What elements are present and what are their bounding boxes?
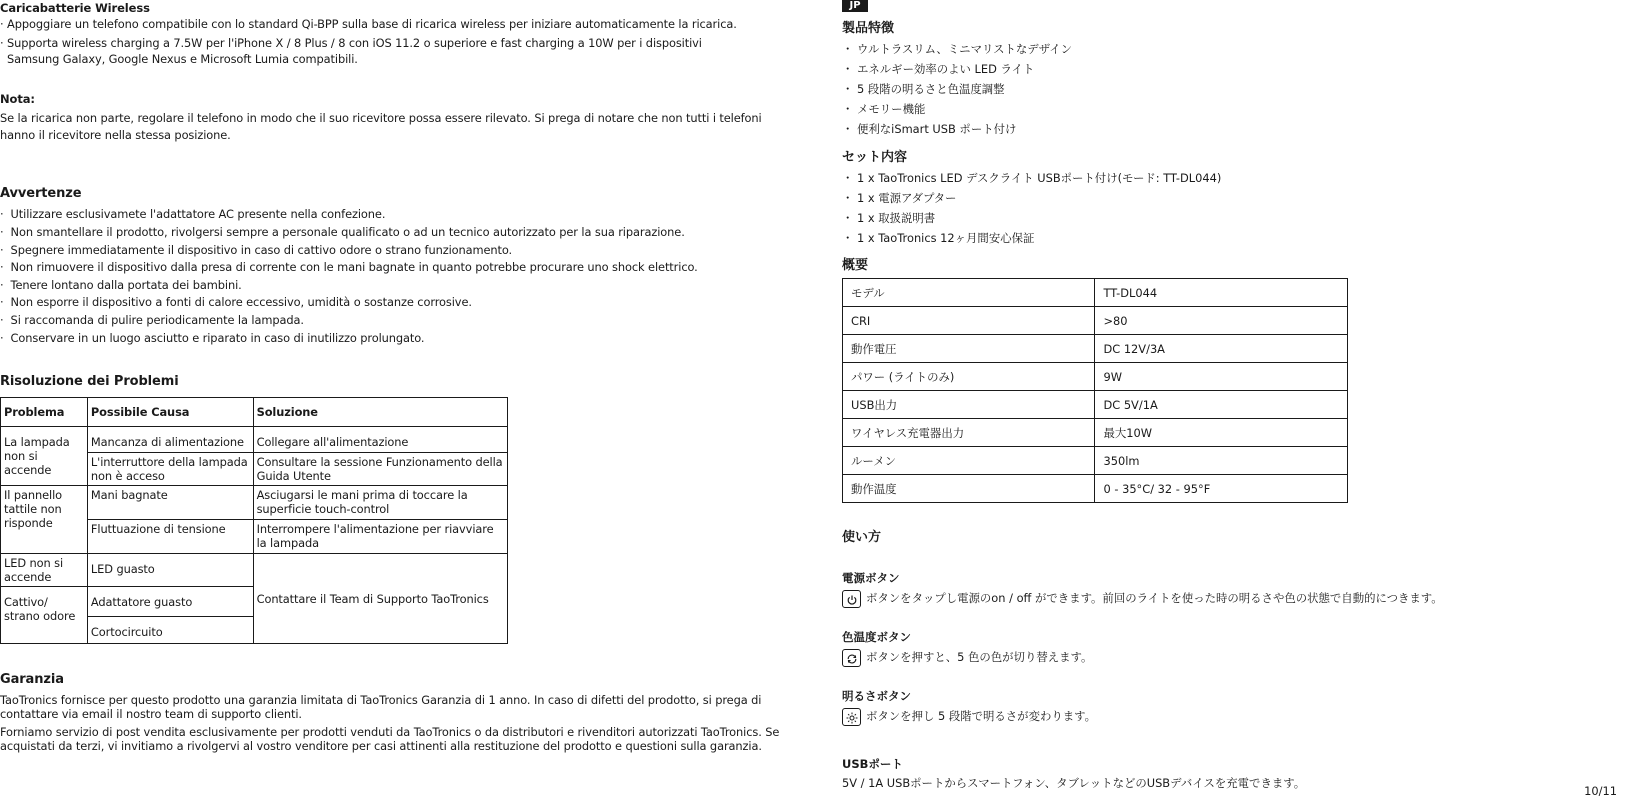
spec-label: ルーメン (843, 447, 1095, 475)
spec-row (843, 391, 1348, 419)
wireless-line-1: · Appoggiare un telefono compatibile con lo standard Qi-BPP sulla base di ricarica wireless per iniziare automaticamente la ricarica. (0, 17, 737, 31)
color-button-title: 色温度ボタン (842, 630, 911, 644)
brightness-button-desc (842, 706, 1096, 726)
page-number: 10/11 (1584, 784, 1617, 798)
color-button-desc (842, 647, 1092, 667)
warning-item: · Tenere lontano dalla portata dei bambini. (0, 278, 242, 292)
usage-title: 使い方 (842, 530, 882, 545)
header-problem: Problema (1, 398, 88, 427)
cause-cell: Fluttuazione di tensione (87, 520, 253, 554)
solution-cell: Consultare la sessione Funzionamento della Guida Utente (253, 453, 507, 486)
spec-value: 0 - 35°C/ 32 - 95°F (1095, 475, 1348, 503)
warning-item: · Non smantellare il prodotto, rivolgersi sempre a personale qualificato o ad un tecnico autorizzato per la sua riparazione. (0, 225, 685, 239)
specs-title: 概要 (842, 258, 869, 273)
spec-row (843, 419, 1348, 447)
warning-item: · Non rimuovere il dispositivo dalla presa di corrente con le mani bagnate in quanto potrebbe procurare uno shock elettrico. (0, 260, 698, 274)
spec-value: 9W (1095, 363, 1348, 391)
power-button-desc (842, 588, 1443, 608)
cause-cell: LED guasto (87, 554, 253, 587)
troubleshooting-table (0, 397, 508, 644)
color-button-text: ボタンを押すと、5 色の色が切り替えます。 (866, 650, 1093, 664)
spec-row (843, 335, 1348, 363)
cause-cell: Mani bagnate (87, 486, 253, 520)
spec-row (843, 363, 1348, 391)
spec-label: ワイヤレス充電器出力 (843, 419, 1095, 447)
warranty-line-2: contattare via email il nostro team di supporto clienti. (0, 707, 302, 721)
brightness-icon (842, 708, 861, 726)
table-row (1, 554, 508, 587)
color-temperature-icon (842, 649, 861, 667)
wireless-line-3: Samsung Galaxy, Google Nexus e Microsoft Lumia compatibili. (0, 52, 358, 66)
wireless-line-2: · Supporta wireless charging a 7.5W per l'iPhone X / 8 Plus / 8 con iOS 11.2 o superiore e fast charging a 10W per i dispositivi (0, 36, 702, 50)
contents-item: ・ 1 x 電源アダプター (842, 191, 957, 205)
table-header-row (1, 398, 508, 427)
spec-label: モデル (843, 279, 1095, 307)
contents-item: ・ 1 x TaoTronics 12ヶ月間安心保証 (842, 231, 1035, 245)
cause-cell: Adattatore guasto (87, 587, 253, 617)
wireless-title: Caricabatterie Wireless (0, 1, 150, 15)
feature-item: ・ ウルトラスリム、ミニマリストなデザイン (842, 42, 1073, 56)
spec-value: >80 (1095, 307, 1348, 335)
spec-value: 350lm (1095, 447, 1348, 475)
warning-item: · Utilizzare esclusivamete l'adattatore AC presente nella confezione. (0, 207, 386, 221)
note-line-2: hanno il ricevitore nella stessa posizione. (0, 128, 231, 142)
warranty-line-1: TaoTronics fornisce per questo prodotto una garanzia limitata di TaoTronics Garanzia di 1 anno. In caso di difetti del prodotto, si prega di (0, 693, 762, 707)
table-row (1, 486, 508, 520)
contents-item: ・ 1 x TaoTronics LED デスクライト USBポート付け(モード: TT-DL044) (842, 171, 1222, 185)
feature-item: ・ 5 段階の明るさと色温度調整 (842, 82, 1005, 96)
troubleshooting-title: Risoluzione dei Problemi (0, 374, 179, 389)
solution-cell: Collegare all'alimentazione (253, 427, 507, 453)
problem-cell: Cattivo/ strano odore (1, 587, 88, 644)
usb-port-title: USBポート (842, 757, 903, 771)
spec-row (843, 307, 1348, 335)
table-row (1, 427, 508, 453)
header-cause: Possibile Causa (87, 398, 253, 427)
spec-value: DC 5V/1A (1095, 391, 1348, 419)
spec-label: USB出力 (843, 391, 1095, 419)
problem-cell: Il pannello tattile non risponde (1, 486, 88, 554)
specs-table (842, 278, 1348, 503)
language-badge: JP (842, 0, 868, 12)
spec-value: TT-DL044 (1095, 279, 1348, 307)
warning-item: · Spegnere immediatamente il dispositivo in caso di cattivo odore o strano funzionamento. (0, 243, 513, 257)
warning-item: · Conservare in un luogo asciutto e riparato in caso di inutilizzo prolungato. (0, 331, 425, 345)
usb-port-text: 5V / 1A USBポートからスマートフォン、タブレットなどのUSBデバイスを充電できます。 (842, 776, 1306, 790)
cause-cell: Cortocircuito (87, 617, 253, 644)
solution-cell: Asciugarsi le mani prima di toccare la superficie touch-control (253, 486, 507, 520)
solution-cell: Contattare il Team di Supporto TaoTronics (253, 554, 507, 644)
feature-item: ・ 便利なiSmart USB ポート付け (842, 122, 1017, 136)
contents-title: セット内容 (842, 150, 908, 165)
power-icon (842, 590, 861, 608)
spec-value: 最大10W (1095, 419, 1348, 447)
feature-item: ・ メモリー機能 (842, 102, 926, 116)
warranty-title: Garanzia (0, 672, 64, 687)
spec-label: 動作温度 (843, 475, 1095, 503)
spec-row (843, 279, 1348, 307)
header-solution: Soluzione (253, 398, 507, 427)
spec-value: DC 12V/3A (1095, 335, 1348, 363)
warning-item: · Non esporre il dispositivo a fonti di calore eccessivo, umidità o sostanze corrosive. (0, 295, 472, 309)
spec-label: 動作電圧 (843, 335, 1095, 363)
power-button-title: 電源ボタン (842, 571, 900, 585)
warnings-title: Avvertenze (0, 186, 82, 201)
warranty-line-3: Forniamo servizio di post vendita esclusivamente per prodotti venduti da TaoTronics o da distributori e rivenditori autorizzati TaoTronics. Se (0, 725, 780, 739)
brightness-button-text: ボタンを押し 5 段階で明るさが変わります。 (866, 709, 1096, 723)
spec-row (843, 447, 1348, 475)
feature-item: ・ エネルギー効率のよい LED ライト (842, 62, 1035, 76)
note-line-1: Se la ricarica non parte, regolare il telefono in modo che il suo ricevitore possa essere rilevato. Si prega di notare che non tutti i telefoni (0, 111, 762, 125)
contents-item: ・ 1 x 取扱説明書 (842, 211, 936, 225)
problem-cell: LED non si accende (1, 554, 88, 587)
power-button-text: ボタンをタップし電源のon / off ができます。前回のライトを使った時の明るさや色の状態で自動的につきます。 (866, 591, 1443, 605)
problem-cell: La lampada non si accende (1, 427, 88, 486)
spec-label: CRI (843, 307, 1095, 335)
warranty-line-4: acquistati da terzi, vi invitiamo a rivolgervi al vostro venditore per casi attinenti alla restituzione del prodotto e questioni sulla garanzia. (0, 739, 762, 753)
spec-row (843, 475, 1348, 503)
features-title: 製品特徴 (842, 21, 895, 36)
brightness-button-title: 明るさボタン (842, 689, 911, 703)
cause-cell: L'interruttore della lampada non è acceso (87, 453, 253, 486)
note-title: Nota: (0, 92, 35, 106)
cause-cell: Mancanza di alimentazione (87, 427, 253, 453)
spec-label: パワー (ライトのみ) (843, 363, 1095, 391)
solution-cell: Interrompere l'alimentazione per riavviare la lampada (253, 520, 507, 554)
warning-item: · Si raccomanda di pulire periodicamente la lampada. (0, 313, 304, 327)
